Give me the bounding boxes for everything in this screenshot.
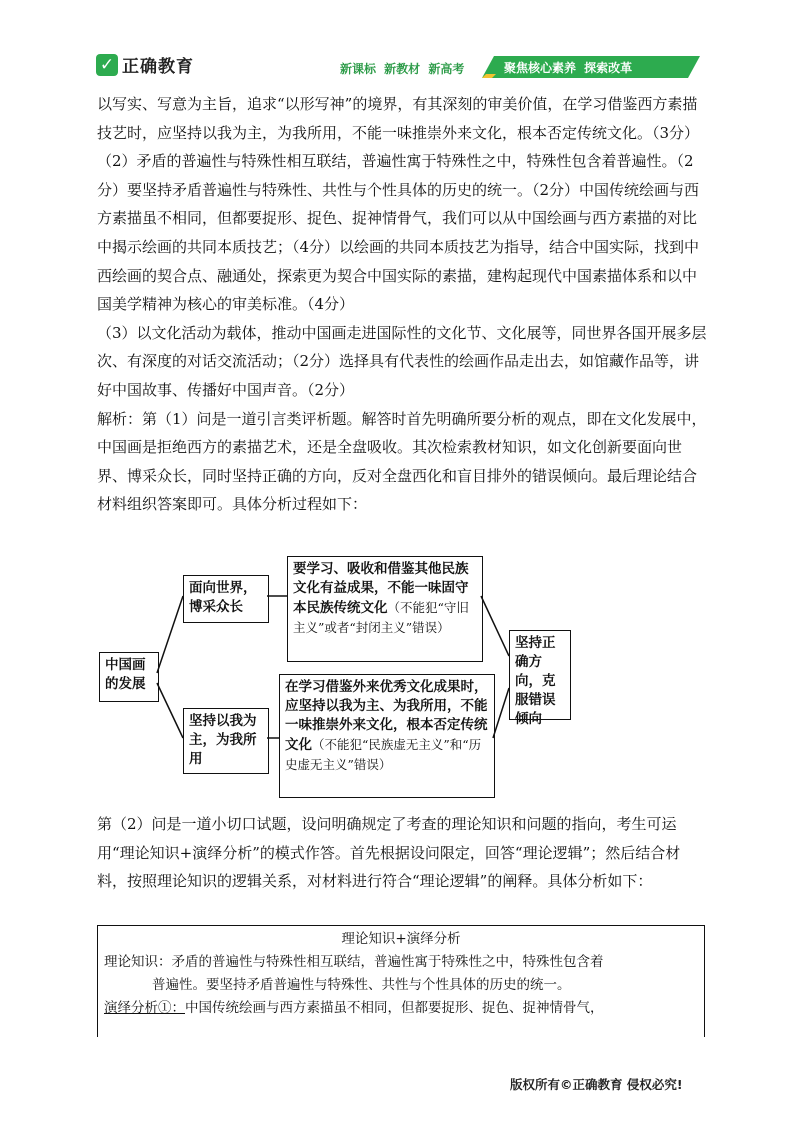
diagram-root bbox=[99, 652, 159, 702]
theory-label: 理论知识： bbox=[104, 954, 172, 970]
diagram-upper-detail bbox=[287, 556, 483, 662]
connector-lower-conclusion bbox=[493, 688, 509, 738]
diagram-upper-branch-label: 面向世界，博采众长 bbox=[189, 580, 257, 615]
brand-logo bbox=[96, 52, 194, 77]
answer-content bbox=[97, 90, 707, 519]
diagram-upper-branch bbox=[183, 575, 269, 623]
table-title: 理论知识+演绎分析 bbox=[341, 931, 461, 947]
diagram-lower-branch-label: 坚持以我为主，为我所用 bbox=[189, 713, 257, 767]
diagram-root-label: 中国画的发展 bbox=[105, 657, 146, 692]
analysis-paragraph-2: 第（2）问是一道小切口试题，设问明确规定了考查的理论知识和问题的指向，考生可运用“理论知识+演绎分析”的模式作答。首先根据设问限定，回答“理论逻辑”；然后结合材料，按照理论知识的逻辑关系，对材料进行符合“理论逻辑”的阐释。具体分析如下： bbox=[97, 815, 681, 891]
paragraph-1: 以写实、写意为主旨，追求“以形写神”的境界，有其深刻的审美价值，在学习借鉴西方素描技艺时，应坚持以我为主，为我所用，不能一味推崇外来文化，根本否定传统文化。（3分） bbox=[97, 95, 700, 142]
deduction-text: 中国传统绘画与西方素描虽不相同，但都要捉形、捉色、捉神情骨气， bbox=[185, 1000, 604, 1016]
slogan-band bbox=[482, 56, 700, 78]
analysis-diagram bbox=[97, 548, 597, 798]
table-theory-row bbox=[104, 951, 698, 974]
page-header bbox=[0, 0, 800, 90]
connector-root-upper bbox=[157, 596, 183, 673]
connector-root-lower bbox=[157, 683, 183, 738]
theory-analysis-table bbox=[97, 925, 705, 1037]
brand-name: 正确教育 bbox=[122, 57, 194, 77]
slogan-left: 新课标 新教材 新高考 bbox=[340, 62, 465, 76]
diagram-conclusion bbox=[509, 630, 571, 727]
deduction-label: 演绎分析①： bbox=[104, 1000, 185, 1016]
table-deduction-row bbox=[104, 997, 698, 1020]
diagram-lower-detail-text: 在学习借鉴外来优秀文化成果时，应坚持以我为主、为我所用，不能一味推崇外来文化，根本否定传统文化 bbox=[285, 679, 488, 753]
diagram-conclusion-label: 坚持正确方向，克服错误倾向 bbox=[515, 635, 556, 727]
slogan-right: 聚焦核心素养 探索改革 bbox=[504, 61, 633, 75]
diagram-lower-note: （不能犯“民族虚无主义”和“历史虚无主义”错误） bbox=[285, 737, 482, 772]
diagram-upper-note: （不能犯“守旧主义”或者“封闭主义”错误） bbox=[293, 600, 469, 635]
analysis-paragraph: 解析：第（1）问是一道引言类评析题。解答时首先明确所要分析的观点，即在文化发展中，中国画是拒绝西方的素描艺术，还是全盘吸收。其次检索教材知识，如文化创新要面向世界、博采众长，同时坚持正确的方向，反对全盘西化和盲目排外的错误倾向。最后理论结合材料组织答案即可。具体分析过程如下： bbox=[97, 409, 707, 514]
check-icon: ✓ bbox=[96, 54, 118, 76]
copyright-footer: 版权所有©正确教育 侵权必究! bbox=[510, 1077, 683, 1092]
diagram-upper-detail-text: 要学习、吸收和借鉴其他民族文化有益成果，不能一味固守本民族传统文化 bbox=[293, 561, 469, 616]
paragraph-2: （2）矛盾的普遍性与特殊性相互联结，普遍性寓于特殊性之中，特殊性包含着普遍性。（2分）要坚持矛盾普遍性与特殊性、共性与个性具体的历史的统一。（2分）中国传统绘画与西方素描虽不相同，但都要捉形、捉色、捉神情骨气，我们可以从中国绘画与西方素描的对比中揭示绘画的共同本质技艺；（4分）以绘画的共同本质技艺为指导，结合中国实际，找到中西绘画的契合点、融通处，探索更为契合中国实际的素描，建构起现代中国素描体系和以中国美学精神为核心的审美标准。（4分） bbox=[97, 152, 700, 314]
paragraph-3: （3）以文化活动为载体，推动中国画走进国际性的文化节、文化展等，同世界各国开展多层次、有深度的对话交流活动；（2分）选择具有代表性的绘画作品走出去，如馆藏作品等，讲好中国故事、传播好中国声音。（2分） bbox=[97, 323, 707, 399]
theory-text-2: 普遍性。要坚持矛盾普遍性与特殊性、共性与个性具体的历史的统一。 bbox=[152, 977, 571, 993]
connector-upper-conclusion bbox=[481, 596, 509, 656]
theory-text-1: 矛盾的普遍性与特殊性相互联结，普遍性寓于特殊性之中，特殊性包含着 bbox=[171, 954, 604, 970]
diagram-lower-branch bbox=[183, 708, 269, 774]
diagram-lower-detail bbox=[279, 674, 495, 798]
